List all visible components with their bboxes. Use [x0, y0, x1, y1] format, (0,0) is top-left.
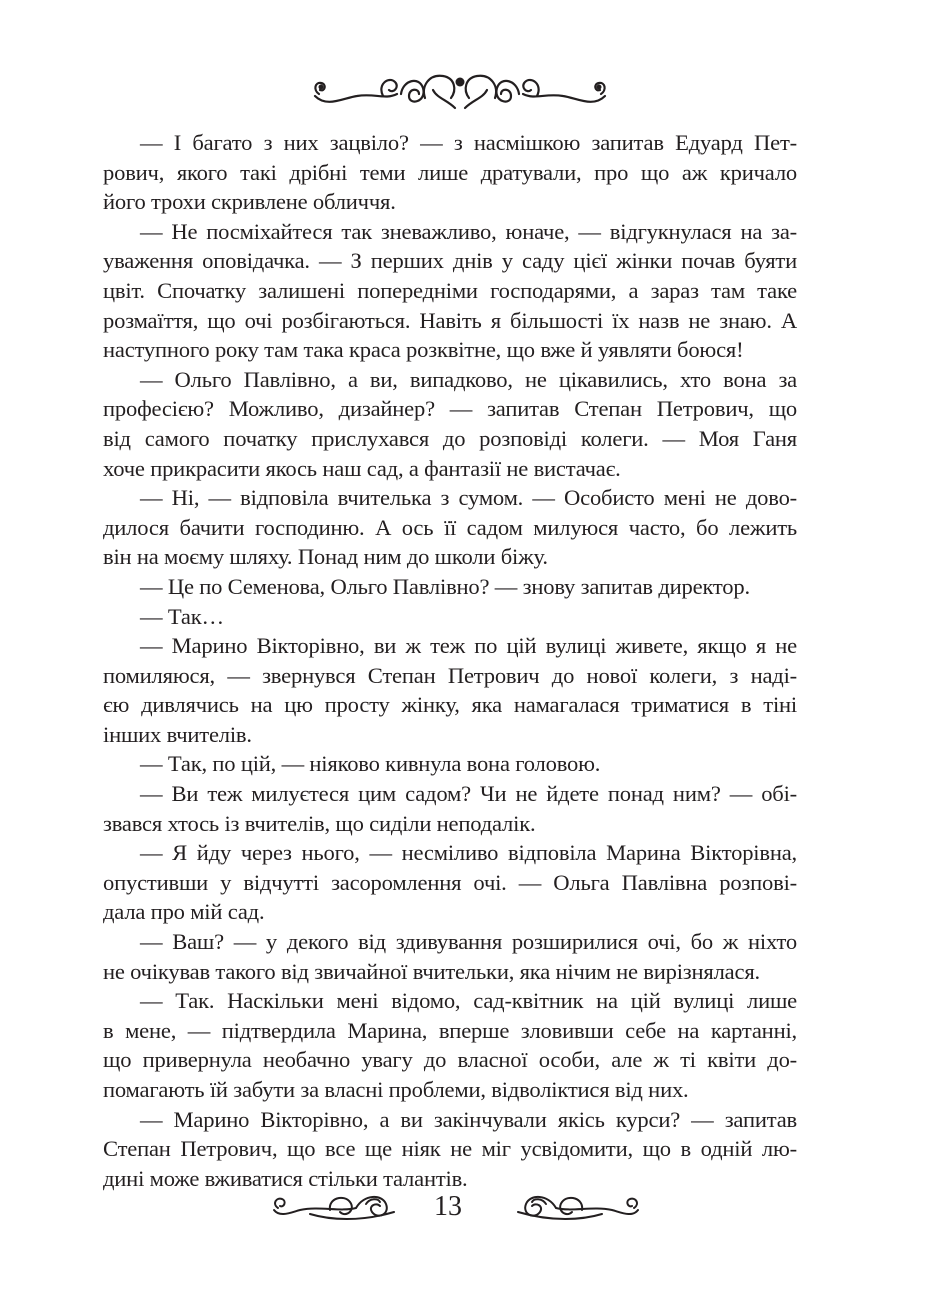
paragraph: [103, 572, 797, 602]
text-line: — Марино Вікторівно, а ви закінчували якісь курси? — запитав: [140, 1106, 797, 1132]
text-line: помагають їй забути за власні проблеми, відволіктися від них.: [103, 1077, 689, 1102]
flourish-ornament-icon: [512, 1188, 642, 1228]
text-line: в мене, — підтвердила Марина, вперше зловивши себе на картанні,: [103, 1017, 797, 1043]
text-line: — Ольго Павлівно, а ви, випадково, не цікавились, хто вона за: [140, 366, 797, 392]
text-line: цвіт. Спочатку залишені попередніми господарями, а зараз там таке: [103, 277, 797, 303]
paragraph: [103, 986, 797, 1104]
flourish-ornament-icon: [305, 68, 615, 118]
text-line: — Ви теж милуєтеся цим садом? Чи не йдете понад ним? — обі-: [140, 781, 797, 807]
paragraph: [103, 838, 797, 927]
text-line: — Я йду через нього, — несміливо відповіла Марина Вікторівна,: [140, 840, 797, 866]
text-line: наступного року там така краса розквітне, що вже й уявляти боюся!: [103, 337, 744, 363]
text-line: — Не посміхайтеся так зневажливо, юначе, — відгукнулася на за-: [140, 218, 797, 244]
text-line: що привернула необачно увагу до власної особи, але ж ті квіти до-: [103, 1047, 797, 1073]
text-line: професією? Можливо, дизайнер? — запитав Степан Петрович, що: [103, 396, 797, 422]
text-line: дала про мій сад.: [103, 899, 265, 925]
text-line: дилося бачити господиню. А ось її садом милуюся часто, бо лежить: [103, 514, 797, 540]
paragraph: [103, 217, 797, 365]
text-line: не очікував такого від звичайної вчительки, яка нічим не вирізнялася.: [103, 958, 760, 984]
text-line: він на моєму шляху. Понад ним до школи біжу.: [103, 544, 548, 570]
paragraph: [103, 602, 797, 632]
body-text: [103, 128, 797, 1193]
text-line: розмаїття, що очі розбігаються. Навіть я більшості їх назв не знаю. А: [103, 307, 797, 333]
paragraph: [103, 483, 797, 572]
paragraph: [103, 128, 797, 217]
text-line: — Ні, — відповіла вчителька з сумом. — Особисто мені не дово-: [140, 485, 797, 511]
paragraph: [103, 927, 797, 986]
page-number: 13: [434, 1191, 462, 1222]
text-line: — Марино Вікторівно, ви ж теж по цій вулиці живете, якщо я не: [140, 633, 797, 659]
text-line: дині може вживатися стільки талантів.: [103, 1165, 468, 1191]
paragraph: [103, 749, 797, 779]
text-line: — Це по Семенова, Ольго Павлівно? — знову запитав директор.: [140, 573, 750, 599]
text-line: опустивши у відчутті засоромлення очі. — Ольга Павлівна розпові-: [103, 869, 797, 895]
text-line: інших вчителів.: [103, 721, 252, 747]
paragraph: [103, 365, 797, 483]
text-line: — Так, по цій, — ніяково кивнула вона головою.: [140, 751, 601, 777]
text-line: єю дивлячись на цю просту жінку, яка намагалася триматися в тіні: [103, 692, 797, 718]
text-line: хоче прикрасити якось наш сад, а фантазії не вистачає.: [103, 455, 621, 481]
text-line: звався хтось із вчителів, що сиділи неподалік.: [103, 810, 536, 836]
text-line: помиляюся, — звернувся Степан Петрович до нової колеги, з надi-: [103, 662, 797, 688]
text-line: уваження оповідачка. — З перших днів у саду цієї жінки почав буяти: [103, 248, 797, 274]
text-line: рович, якого такі дрібні теми лише дратували, про що аж кричало: [103, 159, 797, 185]
page-footer: [0, 1180, 936, 1230]
text-line: Степан Петрович, що все ще ніяк не міг усвідомити, що в одній лю-: [103, 1136, 797, 1162]
flourish-ornament-icon: [270, 1188, 400, 1228]
text-line: його трохи скривлене обличчя.: [103, 189, 396, 215]
paragraph: [103, 779, 797, 838]
text-line: — Так…: [140, 603, 224, 629]
text-line: від самого початку прислухався до розповіді колеги. — Моя Ганя: [103, 425, 797, 451]
text-line: — Так. Наскільки мені відомо, сад-квітник на цій вулиці лише: [140, 988, 797, 1014]
text-line: — Ваш? — у декого від здивування розширилися очі, бо ж ніхто: [140, 929, 797, 955]
text-line: — І багато з них зацвіло? — з насмішкою запитав Едуард Пет-: [140, 130, 797, 155]
paragraph: [103, 631, 797, 749]
